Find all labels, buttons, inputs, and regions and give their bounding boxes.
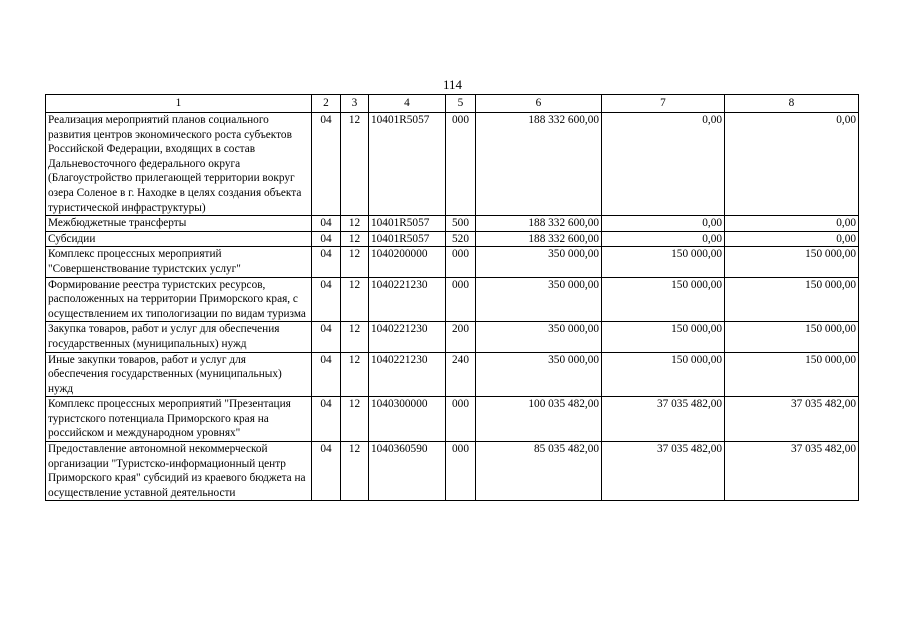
amount-col7: 0,00 (602, 113, 725, 216)
section-code: 04 (312, 231, 341, 247)
target-article-code: 1040300000 (369, 397, 446, 442)
target-article-code: 10401R5057 (369, 231, 446, 247)
section-code: 04 (312, 247, 341, 277)
amount-col7: 150 000,00 (602, 322, 725, 352)
expense-type-code: 000 (446, 277, 476, 322)
amount-col8: 0,00 (725, 113, 859, 216)
amount-col8: 37 035 482,00 (725, 442, 859, 501)
header-cell: 2 (312, 95, 341, 113)
table-row (46, 113, 859, 216)
header-cell: 6 (476, 95, 602, 113)
subsection-code: 12 (341, 231, 369, 247)
budget-table (45, 94, 859, 501)
amount-col8: 150 000,00 (725, 277, 859, 322)
amount-col6: 100 035 482,00 (476, 397, 602, 442)
subsection-code: 12 (341, 397, 369, 442)
section-code: 04 (312, 322, 341, 352)
subsection-code: 12 (341, 442, 369, 501)
header-cell: 5 (446, 95, 476, 113)
expense-type-code: 200 (446, 322, 476, 352)
table-row (46, 277, 859, 322)
amount-col6: 350 000,00 (476, 247, 602, 277)
expense-type-code: 240 (446, 352, 476, 397)
amount-col6: 350 000,00 (476, 277, 602, 322)
subsection-code: 12 (341, 277, 369, 322)
header-cell: 8 (725, 95, 859, 113)
header-cell: 7 (602, 95, 725, 113)
table-row (46, 442, 859, 501)
item-name: Комплекс процессных мероприятий "Презентация туристского потенциала Приморского края на российском и международном уровнях" (46, 397, 312, 442)
amount-col6: 350 000,00 (476, 322, 602, 352)
expense-type-code: 000 (446, 113, 476, 216)
amount-col6: 350 000,00 (476, 352, 602, 397)
table-row (46, 397, 859, 442)
amount-col8: 37 035 482,00 (725, 397, 859, 442)
table-row (46, 322, 859, 352)
amount-col8: 0,00 (725, 231, 859, 247)
amount-col8: 150 000,00 (725, 247, 859, 277)
table-row (46, 352, 859, 397)
header-cell: 4 (369, 95, 446, 113)
header-cell: 1 (46, 95, 312, 113)
page-number: 114 (442, 77, 463, 92)
amount-col8: 150 000,00 (725, 322, 859, 352)
amount-col8: 150 000,00 (725, 352, 859, 397)
section-code: 04 (312, 113, 341, 216)
target-article-code: 10401R5057 (369, 216, 446, 232)
subsection-code: 12 (341, 352, 369, 397)
item-name: Формирование реестра туристских ресурсов, расположенных на территории Приморского края, с осуществлением их типологизации по видам туризма (46, 277, 312, 322)
target-article-code: 1040221230 (369, 277, 446, 322)
amount-col7: 37 035 482,00 (602, 397, 725, 442)
section-code: 04 (312, 216, 341, 232)
section-code: 04 (312, 397, 341, 442)
expense-type-code: 520 (446, 231, 476, 247)
item-name: Предоставление автономной некоммерческой организации "Туристско-информационный центр Приморского края" субсидий из краевого бюджета на осуществление уставной деятельности (46, 442, 312, 501)
table-row (46, 247, 859, 277)
table-row (46, 216, 859, 232)
item-name: Реализация мероприятий планов социального развития центров экономического роста субъектов Российской Федерации, входящих в состав Дальневосточного федерального округа (Благоустройство прилегающей территории вокруг озера Соленое в г. Находке в целях создания объекта туристической инфраструктуры) (46, 113, 312, 216)
header-cell: 3 (341, 95, 369, 113)
section-code: 04 (312, 442, 341, 501)
section-code: 04 (312, 277, 341, 322)
table-row (46, 231, 859, 247)
amount-col7: 37 035 482,00 (602, 442, 725, 501)
amount-col7: 0,00 (602, 231, 725, 247)
subsection-code: 12 (341, 113, 369, 216)
amount-col7: 150 000,00 (602, 352, 725, 397)
target-article-code: 1040221230 (369, 352, 446, 397)
target-article-code: 1040360590 (369, 442, 446, 501)
item-name: Межбюджетные трансферты (46, 216, 312, 232)
target-article-code: 1040221230 (369, 322, 446, 352)
target-article-code: 10401R5057 (369, 113, 446, 216)
subsection-code: 12 (341, 322, 369, 352)
header-row (46, 95, 859, 113)
expense-type-code: 000 (446, 247, 476, 277)
amount-col7: 150 000,00 (602, 247, 725, 277)
amount-col6: 188 332 600,00 (476, 113, 602, 216)
amount-col7: 0,00 (602, 216, 725, 232)
amount-col6: 188 332 600,00 (476, 216, 602, 232)
expense-type-code: 000 (446, 442, 476, 501)
amount-col7: 150 000,00 (602, 277, 725, 322)
subsection-code: 12 (341, 216, 369, 232)
item-name: Иные закупки товаров, работ и услуг для обеспечения государственных (муниципальных) нужд (46, 352, 312, 397)
item-name: Комплекс процессных мероприятий "Совершенствование туристских услуг" (46, 247, 312, 277)
expense-type-code: 500 (446, 216, 476, 232)
amount-col8: 0,00 (725, 216, 859, 232)
subsection-code: 12 (341, 247, 369, 277)
target-article-code: 1040200000 (369, 247, 446, 277)
amount-col6: 188 332 600,00 (476, 231, 602, 247)
expense-type-code: 000 (446, 397, 476, 442)
item-name: Закупка товаров, работ и услуг для обеспечения государственных (муниципальных) нужд (46, 322, 312, 352)
amount-col6: 85 035 482,00 (476, 442, 602, 501)
section-code: 04 (312, 352, 341, 397)
item-name: Субсидии (46, 231, 312, 247)
